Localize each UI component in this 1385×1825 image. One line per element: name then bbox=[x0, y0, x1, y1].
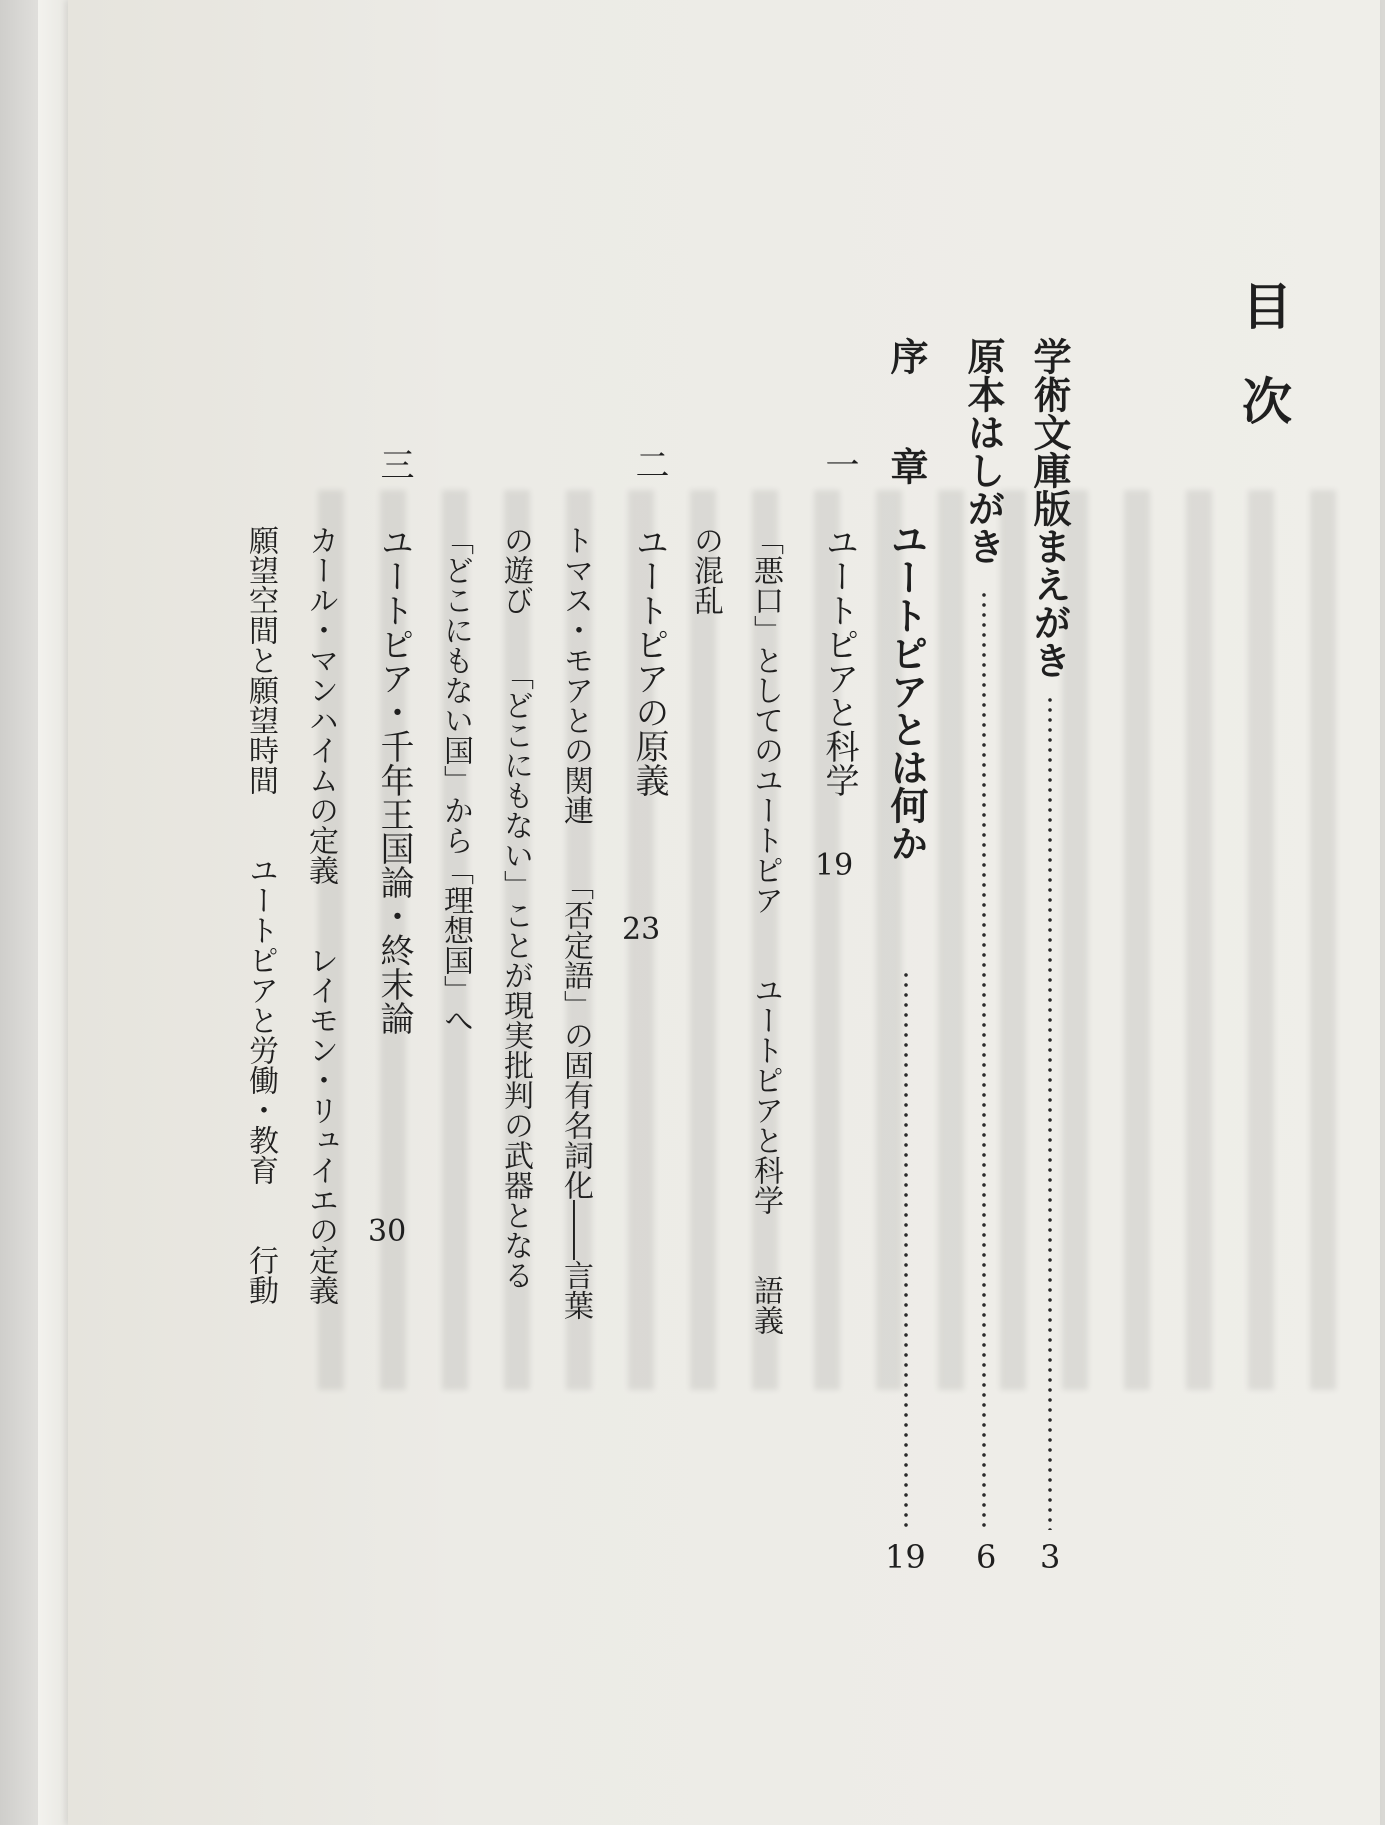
chapter-prefix-jo: 序 bbox=[884, 337, 929, 375]
toc-title-char-2: 次 bbox=[1234, 375, 1293, 427]
section-2-summary-line-2: の遊び 「どこにもない」ことが現実批判の武器となる bbox=[498, 525, 533, 1290]
section-3-summary-line-2: 願望空間と願望時間 ユートピアと労働・教育 行動 bbox=[243, 525, 278, 1305]
toc-entry-preface-bunko-page: 3 bbox=[1040, 1538, 1061, 1576]
section-3-title: ユートピア・千年王国論・終末論 bbox=[374, 525, 414, 1035]
section-3-number: 三 bbox=[374, 447, 414, 481]
section-2-page: 23 bbox=[622, 912, 661, 947]
section-1-page: 19 bbox=[815, 848, 854, 883]
leader-dots bbox=[982, 590, 986, 1530]
toc-entry-preface-original-page: 6 bbox=[976, 1538, 997, 1576]
leader-dots bbox=[904, 970, 908, 1530]
toc-title-char-1: 目 bbox=[1234, 280, 1293, 332]
section-2-summary-line-3: 「どこにもない国」から「理想国」へ bbox=[438, 525, 473, 1035]
page-edge bbox=[38, 0, 69, 1825]
section-3-summary-line-1: カール・マンハイムの定義 レイモン・リュイエの定義 bbox=[303, 525, 338, 1305]
section-1-number: 一 bbox=[819, 447, 859, 481]
section-1-summary-line-2: の混乱 bbox=[688, 525, 723, 615]
section-1-summary-line-1: 「悪口」としてのユートピア ユートピアと科学 語義 bbox=[748, 525, 783, 1335]
section-3-page: 30 bbox=[368, 1214, 407, 1249]
chapter-title: ユートピアとは何か bbox=[884, 520, 929, 862]
chapter-prefix-sho: 章 bbox=[884, 447, 929, 485]
toc-entry-preface-original: 原本はしがき bbox=[961, 337, 1006, 565]
toc-entry-preface-bunko: 学術文庫版まえがき bbox=[1027, 337, 1072, 679]
section-2-title: ユートピアの原義 bbox=[629, 525, 669, 797]
section-2-summary-line-1: トマス・モアとの関連 「否定語」の固有名詞化――言葉 bbox=[558, 525, 593, 1320]
chapter-page: 19 bbox=[885, 1538, 926, 1576]
leader-dots bbox=[1048, 695, 1052, 1530]
section-1-title: ユートピアと科学 bbox=[819, 525, 859, 797]
section-2-number: 二 bbox=[629, 447, 669, 481]
